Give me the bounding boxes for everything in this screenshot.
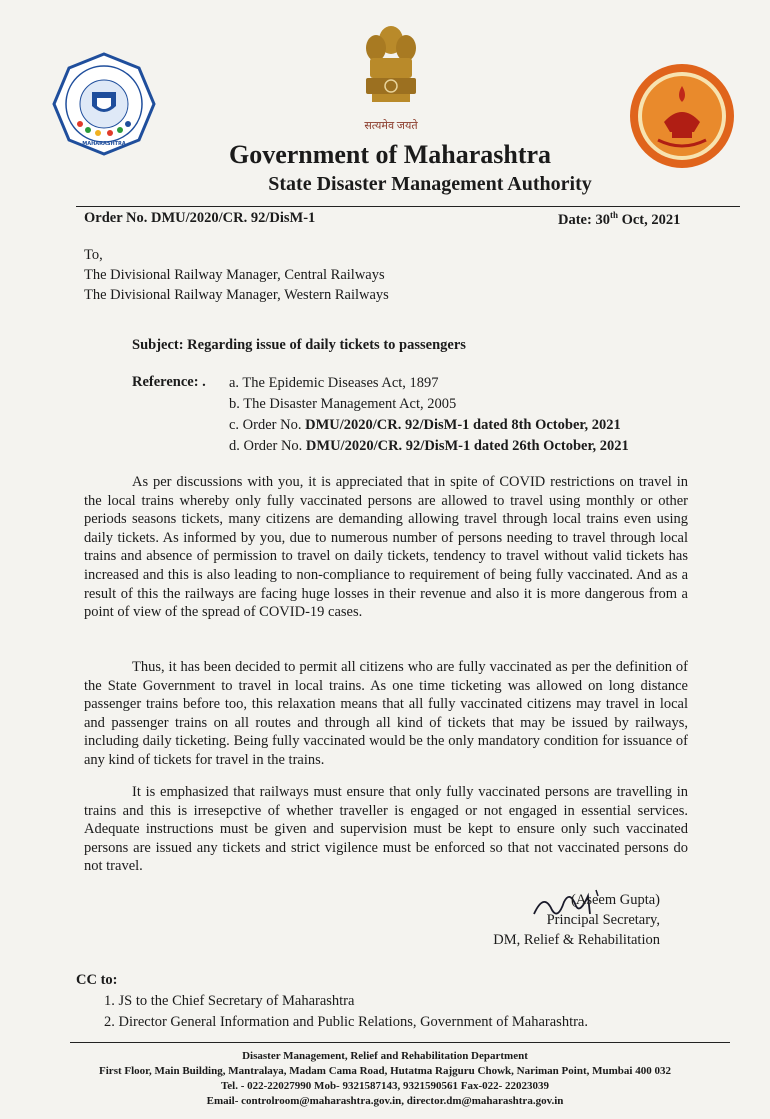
footer (0, 1049, 770, 1109)
reference-item: a. The Epidemic Diseases Act, 1897 (229, 375, 439, 391)
reference-label: Reference: . (132, 374, 206, 390)
signatory-name: (Aseem Gupta) (571, 892, 660, 908)
order-number: Order No. DMU/2020/CR. 92/DisM-1 (84, 210, 316, 226)
reference-item: c. Order No. DMU/2020/CR. 92/DisM-1 dated 8th October, 2021 (229, 417, 621, 433)
footer-phone: Tel. - 022-22027990 Mob- 9321587143, 9321590561 Fax-022- 22023039 (220, 1080, 550, 1092)
body-paragraph-2: Thus, it has been decided to permit all citizens who are fully vaccinated as per the definition of the State Government to travel in local trains. As one time ticketing was allowed on long distance passenger trains before too, this relaxation means that all fully vaccinated citizens may travel in local and passenger trains on all routes and through all kind of tickets that may be issued by railways, including daily ticketing. Being fully vaccinated would be the only mandatory condition for issuance of any kind of tickets for travel in the trains. (84, 659, 688, 768)
body-paragraph-1: As per discussions with you, it is appreciated that in spite of COVID restrictions on travel in the local trains whereby only fully vaccinated persons are allowed to travel using monthly or other periods seasons tickets, many citizens are demanding allowing travel through local trains even using daily tickets. As informed by you, due to numerous number of persons needing to travel through local trains and absence of permission to travel on daily tickets, tendency to travel without valid tickets has increased and this is also leading to non-compliance to requirement of being fully vaccinated. And as a result of this the railways are facing huge losses in their revenue and also it is more dangerous from a point of view of the spread of COVID-19 cases. (84, 474, 688, 621)
header-divider (76, 206, 740, 207)
emblem-motto: सत्यमेव जयते (364, 120, 418, 132)
signatory-designation: Principal Secretary, (546, 912, 660, 928)
reference-item: d. Order No. DMU/2020/CR. 92/DisM-1 dated 26th October, 2021 (229, 438, 629, 454)
national-emblem-logo (356, 20, 426, 120)
order-date: Date: 30th Oct, 2021 (558, 210, 681, 228)
svg-text:MAHARASHTRA: MAHARASHTRA (82, 141, 126, 147)
cc-label: CC to: (76, 972, 118, 988)
cc-item: 2. Director General Information and Public Relations, Government of Maharashtra. (104, 1014, 588, 1030)
body-paragraph-3: It is emphasized that railways must ensure that only fully vaccinated persons are travelling in trains and this is irresepctive of whether traveller is engaged or not engaged in essential services. Adequate instructions must be given and supervision must be kept to ensure only such vaccinated persons are issued any tickets and strict vigilence must be enforced so that not vaccinated persons do not travel. (84, 784, 688, 875)
footer-divider (70, 1042, 730, 1043)
footer-department: Disaster Management, Relief and Rehabilitation Department (242, 1050, 528, 1062)
signature-block (470, 890, 660, 950)
addressee-to: To, (84, 247, 103, 263)
cc-list (104, 991, 588, 1033)
addressee-western: The Divisional Railway Manager, Western Railways (84, 287, 389, 303)
reference-list (229, 373, 629, 457)
addressee-central: The Divisional Railway Manager, Central Railways (84, 267, 385, 283)
document-title: Government of Maharashtra (228, 140, 552, 169)
footer-address: First Floor, Main Building, Mantralaya, Madam Cama Road, Hutatma Rajguru Chowk, Nariman Point, Mumbai 400 032 (99, 1065, 671, 1077)
signatory-department: DM, Relief & Rehabilitation (493, 932, 660, 948)
reference-item: b. The Disaster Management Act, 2005 (229, 396, 457, 412)
footer-email: Email- controlroom@maharashtra.gov.in, director.dm@maharashtra.gov.in (206, 1095, 564, 1107)
cc-item: 1. JS to the Chief Secretary of Maharashtra (104, 993, 355, 1009)
document-subtitle: State Disaster Management Authority (268, 173, 592, 195)
subject-line: Subject: Regarding issue of daily tickets to passengers (132, 337, 466, 353)
